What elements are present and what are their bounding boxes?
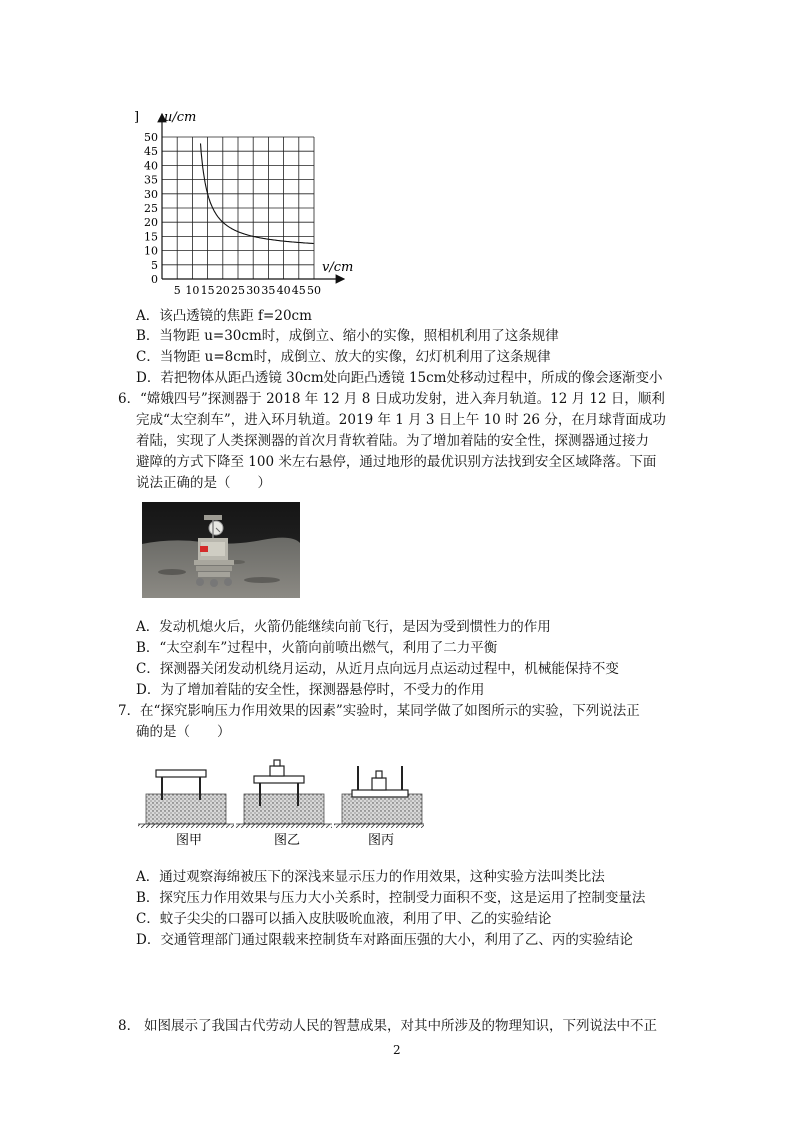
q6-option-c: C．探测器关闭发动机绕月运动，从近月点向远月点运动过程中，机械能保持不变 — [136, 661, 619, 677]
x-tick-label: 50 — [307, 284, 321, 297]
x-tick-label: 30 — [246, 284, 261, 297]
y-tick-label: 25 — [144, 202, 158, 215]
x-tick-label: 20 — [215, 284, 230, 297]
x-tick-label: 35 — [261, 284, 276, 297]
q7-stem-line-2: 确的是（ ） — [136, 724, 231, 740]
lunar-lander-illustration — [142, 502, 300, 598]
x-tick-label: 45 — [291, 284, 306, 297]
graph-tick-labels — [144, 131, 321, 297]
lens-graph — [134, 108, 364, 303]
y-tick-label: 10 — [144, 244, 158, 258]
y-tick-label: 30 — [144, 187, 158, 201]
y-tick-label: 0 — [151, 273, 158, 286]
q7-option-a: A．通过观察海绵被压下的深浅来显示压力的作用效果，这种实验方法叫类比法 — [136, 869, 605, 885]
lunar-lander-photo — [142, 502, 300, 598]
y-tick-label: 35 — [144, 173, 158, 187]
y-tick-label: 40 — [144, 159, 158, 173]
x-tick-label: 5 — [173, 284, 181, 297]
y-tick-label: 45 — [144, 145, 158, 159]
q6-stem-line-3: 着陆，实现了人类探测器的首次月背软着陆。为了增加着陆的安全性，探测器通过接力 — [136, 433, 649, 449]
q7-option-d: D．交通管理部门通过限载来控制货车对路面压强的大小，利用了乙、丙的实验结论 — [136, 932, 633, 948]
graph-bracket-mark: ] — [134, 110, 140, 125]
x-tick-label: 10 — [185, 284, 200, 297]
q6-stem-line-2: 完成“太空刹车”，进入环月轨道。2019 年 1 月 3 日上午 10 时 26 分，在月球背面成功 — [136, 412, 666, 428]
y-tick-label: 20 — [144, 216, 158, 230]
lens-graph-svg — [134, 108, 364, 303]
q6-stem-line-5: 说法正确的是（ ） — [136, 475, 271, 491]
label-yi: 图乙 — [274, 833, 301, 848]
q7-stem-line-1: 在“探究影响压力作用效果的因素”实验时，某同学做了如图所示的实验，下列说法正 — [140, 703, 640, 719]
x-tick-label: 40 — [276, 284, 291, 297]
q6-number: 6． — [118, 391, 141, 407]
q8-stem-line-1: 如图展示了我国古代劳动人民的智慧成果，对其中所涉及的物理知识，下列说法中不正 — [144, 1018, 657, 1034]
y-axis-label: u/cm — [164, 110, 197, 125]
figure-jia — [138, 770, 234, 828]
label-jia: 图甲 — [176, 833, 203, 848]
figure-bing — [334, 766, 424, 828]
q5-option-d: D．若把物体从距凸透镜 30cm处向距凸透镜 15cm处移动过程中，所成的像会逐渐变小 — [136, 370, 663, 386]
y-tick-label: 5 — [151, 258, 158, 272]
q6-option-a: A．发动机熄火后，火箭仍能继续向前飞行，是因为受到惯性力的作用 — [136, 619, 551, 635]
q6-stem-line-1: “嫦娥四号”探测器于 2018 年 12 月 8 日成功发射，进入奔月轨道。12 月 12 日，顺利 — [140, 391, 665, 407]
graph-grid — [162, 137, 314, 279]
q7-number: 7． — [118, 703, 141, 719]
q6-option-b: B．“太空刹车”过程中，火箭向前喷出燃气，利用了二力平衡 — [136, 640, 498, 656]
q5-option-a: A．该凸透镜的焦距 f=20cm — [136, 308, 312, 324]
label-bing: 图丙 — [368, 833, 395, 848]
x-tick-label: 15 — [200, 284, 215, 297]
page-number: 2 — [393, 1043, 401, 1057]
q7-option-c: C．蚊子尖尖的口器可以插入皮肤吸吮血液，利用了甲、乙的实验结论 — [136, 911, 552, 927]
sponge-experiment-figure — [136, 758, 426, 850]
figure-yi — [236, 760, 332, 828]
sponge-experiment-svg — [136, 758, 426, 850]
q6-stem-line-4: 避障的方式下降至 100 米左右悬停，通过地形的最优识别方法找到安全区域降落。下面 — [136, 454, 657, 470]
q5-option-b: B．当物距 u=30cm时，成倒立、缩小的实像，照相机利用了这条规律 — [136, 328, 559, 344]
q7-option-b: B．探究压力作用效果与压力大小关系时，控制受力面积不变，这是运用了控制变量法 — [136, 890, 646, 906]
y-tick-label: 50 — [144, 131, 158, 144]
x-tick-label: 25 — [231, 284, 245, 297]
q6-option-d: D．为了增加着陆的安全性，探测器悬停时，不受力的作用 — [136, 682, 485, 698]
x-axis-label: v/cm — [322, 260, 354, 275]
y-tick-label: 15 — [144, 230, 158, 244]
q8-number: 8． — [118, 1018, 141, 1034]
q5-option-c: C．当物距 u=8cm时，成倒立、放大的实像，幻灯机利用了这条规律 — [136, 349, 551, 365]
